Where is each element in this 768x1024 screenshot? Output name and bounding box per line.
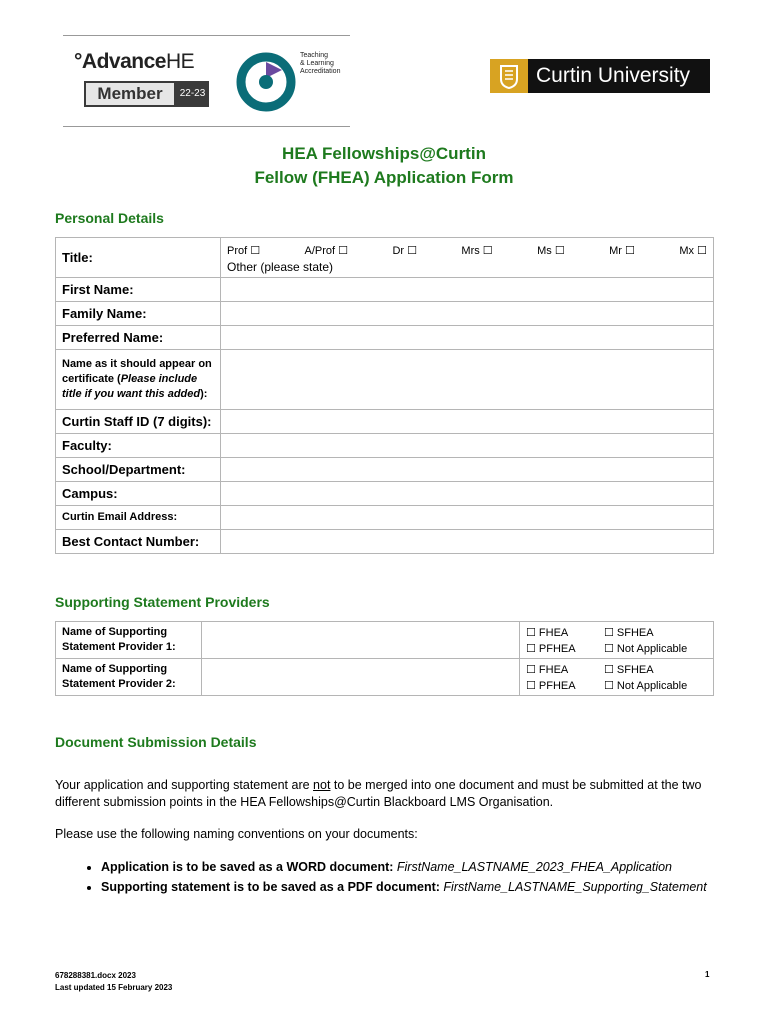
- provider2-na-checkbox[interactable]: ☐ Not Applicable: [604, 679, 688, 692]
- faculty-field[interactable]: [221, 434, 714, 458]
- contact-number-label: Best Contact Number:: [56, 530, 221, 554]
- title-option-prof[interactable]: Prof ☐: [227, 244, 261, 257]
- personal-details-table: [55, 237, 714, 554]
- accreditation-logo-text: Teaching & Learning Accreditation: [300, 52, 341, 75]
- list-item: • Supporting statement is to be saved as a PDF document: FirstName_LASTNAME_Supporting_Statement: [101, 877, 721, 897]
- staff-id-field[interactable]: [221, 410, 714, 434]
- certificate-name-field[interactable]: [221, 350, 714, 410]
- title-option-dr[interactable]: Dr ☐: [392, 244, 417, 257]
- title-other-label: Other (please state): [227, 259, 334, 274]
- member-label: Member: [86, 83, 174, 105]
- page-number: 1: [705, 970, 710, 979]
- email-field[interactable]: [221, 506, 714, 530]
- provider2-label: Name of Supporting Statement Provider 2:: [56, 659, 202, 696]
- first-name-field[interactable]: [221, 278, 714, 302]
- provider1-fhea-checkbox[interactable]: ☐ FHEA: [526, 626, 569, 639]
- title-option-mx[interactable]: Mx ☐: [679, 244, 707, 257]
- provider1-field[interactable]: [202, 622, 520, 659]
- provider2-sfhea-checkbox[interactable]: ☐ SFHEA: [604, 663, 654, 676]
- personal-details-heading: Personal Details: [55, 210, 164, 226]
- provider2-fhea-checkbox[interactable]: ☐ FHEA: [526, 663, 569, 676]
- first-name-label: First Name:: [56, 278, 221, 302]
- provider1-sfhea-checkbox[interactable]: ☐ SFHEA: [604, 626, 654, 639]
- title-option-mrs[interactable]: Mrs ☐: [461, 244, 493, 257]
- preferred-name-label: Preferred Name:: [56, 326, 221, 350]
- title-option-aprof[interactable]: A/Prof ☐: [304, 244, 349, 257]
- title-option-mr[interactable]: Mr ☐: [609, 244, 635, 257]
- footer-updated: Last updated 15 February 2023: [55, 983, 173, 992]
- submission-paragraph-1: Your application and supporting statement are not to be merged into one document and must be submitted at the two different submission points in the HEA Fellowships@Curtin Blackboard LMS Organisation.: [55, 778, 702, 809]
- supporting-providers-table: [55, 621, 714, 696]
- naming-conventions-list: [55, 857, 721, 897]
- accreditation-logo-icon: [236, 50, 298, 112]
- footer-doc-id: 678288381.docx 2023: [55, 971, 136, 980]
- supporting-providers-heading: Supporting Statement Providers: [55, 594, 270, 610]
- staff-id-label: Curtin Staff ID (7 digits):: [56, 410, 221, 434]
- email-label: Curtin Email Address:: [56, 506, 221, 530]
- submission-heading: Document Submission Details: [55, 734, 257, 750]
- provider1-label: Name of Supporting Statement Provider 1:: [56, 622, 202, 659]
- title-row: [56, 238, 714, 278]
- provider1-na-checkbox[interactable]: ☐ Not Applicable: [604, 642, 688, 655]
- title-option-ms[interactable]: Ms ☐: [537, 244, 565, 257]
- family-name-label: Family Name:: [56, 302, 221, 326]
- member-year: 22-23: [179, 88, 206, 99]
- family-name-field[interactable]: [221, 302, 714, 326]
- school-field[interactable]: [221, 458, 714, 482]
- title-label: Title:: [56, 238, 221, 278]
- form-title-line2: Fellow (FHEA) Application Form: [254, 168, 514, 187]
- form-title-line1: HEA Fellowships@Curtin: [282, 144, 486, 163]
- campus-field[interactable]: [221, 482, 714, 506]
- curtin-shield-icon: [490, 59, 528, 93]
- school-label: School/Department:: [56, 458, 221, 482]
- title-options-cell: [221, 238, 714, 278]
- provider2-field[interactable]: [202, 659, 520, 696]
- contact-number-field[interactable]: [221, 530, 714, 554]
- list-item: • Application is to be saved as a WORD document: FirstName_LASTNAME_2023_FHEA_Application: [101, 857, 721, 877]
- provider1-options: [520, 622, 714, 659]
- curtin-name: Curtin University: [536, 64, 691, 87]
- advance-he-logo: °AdvanceHE: [74, 50, 195, 73]
- submission-paragraph-2: Please use the following naming conventions on your documents:: [55, 827, 418, 841]
- provider2-pfhea-checkbox[interactable]: ☐ PFHEA: [526, 679, 576, 692]
- faculty-label: Faculty:: [56, 434, 221, 458]
- provider1-pfhea-checkbox[interactable]: ☐ PFHEA: [526, 642, 576, 655]
- provider2-options: [520, 659, 714, 696]
- campus-label: Campus:: [56, 482, 221, 506]
- certificate-name-label: Name as it should appear on certificate (Please include title if you want this added):: [56, 350, 221, 410]
- preferred-name-field[interactable]: [221, 326, 714, 350]
